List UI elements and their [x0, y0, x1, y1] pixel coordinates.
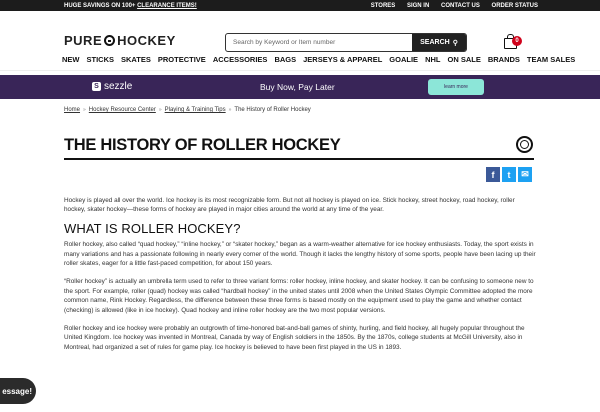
top-promo-bar — [0, 0, 600, 11]
utility-links — [361, 3, 538, 9]
learn-more-button[interactable]: learn more — [428, 79, 484, 95]
breadcrumb — [64, 107, 311, 113]
page-title: THE HISTORY OF ROLLER HOCKEY — [64, 136, 341, 154]
cart-count-badge: 0 — [512, 36, 522, 46]
nav-item-accessories[interactable]: ACCESSORIES — [212, 55, 268, 64]
article-body — [64, 196, 538, 361]
logo-word-hockey: HOCKEY — [117, 33, 176, 48]
breadcrumb-home[interactable]: Home — [64, 107, 81, 113]
article-paragraph: Roller hockey, also called “quad hockey,” “inline hockey,” or “skater hockey,” began as a warm-weather alternative for ice hockey enthusiasts. Today, the sport exists in many variations and has a passionate following in nearly every corner of the world. Though it lacks the lengthy history of some sports, people have been lacing up their roller skates, eager for a little fast-paced competition, for about 150 years. — [64, 241, 536, 268]
contact-us-link[interactable]: CONTACT US — [440, 2, 480, 9]
title-divider — [64, 158, 534, 160]
promo-text — [64, 3, 197, 9]
nav-item-nhl[interactable]: NHL — [425, 55, 441, 64]
search-input[interactable]: Search by Keyword or Item number — [233, 39, 336, 46]
nav-item-protective[interactable]: PROTECTIVE — [157, 55, 206, 64]
sezzle-slogan: Buy Now, Pay Later — [260, 82, 335, 92]
nav-item-jerseys-apparel[interactable]: JERSEYS & APPAREL — [303, 55, 383, 64]
article-paragraph: “Roller hockey” is actually an umbrella term used to refer to three variant forms: roller hockey, inline hockey, and skater hockey. It can be confusing to someone new to the sport. For example, roller (quad) hockey was called “hardball hockey” in the united states until 2008 when the United States Olympic Committee adopted the more common name, Rink Hockey. Regardless, the difference between these three forms is based mostly on the equipment used to play the game and whether contact (checking) is allowed (like in ice hockey). Quad hockey and inline roller hockey are the two most popular versions. — [64, 278, 534, 314]
site-header — [0, 11, 600, 49]
article-paragraph: Roller hockey and ice hockey were probably an outgrowth of time-honored bat-and-ball games of shinty, hurling, and field hockey, all hugely popular throughout the United Kingdom. Ice hockey was invented in Montreal, Canada by way of English soldiers in the 1850s. By the 1870s, college students at McGill University, also in Montreal, had organized a set of rules for game play. Ice hockey is believed to have been first played in the US in 1893. — [64, 325, 525, 351]
sezzle-banner[interactable] — [0, 75, 600, 99]
promo-prefix: HUGE SAVINGS ON 100+ — [64, 2, 136, 9]
nav-item-on-sale[interactable]: ON SALE — [447, 55, 481, 64]
nav-item-team-sales[interactable]: TEAM SALES — [526, 55, 576, 64]
cart-button[interactable] — [504, 33, 518, 49]
search-button-label: SEARCH — [420, 39, 450, 46]
breadcrumb-separator-icon: » — [228, 107, 232, 113]
facebook-share-icon[interactable]: f — [486, 167, 500, 182]
stores-link[interactable]: STORES — [370, 2, 396, 9]
main-nav — [0, 49, 600, 71]
search-icon: ⚲ — [452, 39, 458, 47]
breadcrumb-separator-icon: » — [83, 107, 86, 113]
sezzle-icon: S — [92, 82, 101, 91]
nav-item-skates[interactable]: SKATES — [121, 55, 151, 64]
pure-hockey-logo[interactable] — [64, 33, 176, 48]
nav-item-bags[interactable]: BAGS — [274, 55, 297, 64]
nav-item-goalie[interactable]: GOALIE — [389, 55, 419, 64]
puck-icon — [104, 35, 115, 46]
breadcrumb-training-tips[interactable]: Playing & Training Tips — [164, 107, 226, 113]
nav-item-new[interactable]: NEW — [62, 55, 80, 64]
section-heading: WHAT IS ROLLER HOCKEY? — [64, 220, 241, 236]
sign-in-link[interactable]: SIGN IN — [406, 2, 430, 9]
clearance-link[interactable]: CLEARANCE ITEMS! — [137, 2, 197, 9]
breadcrumb-separator-icon: » — [158, 107, 162, 113]
pure-hockey-badge-icon — [516, 136, 533, 153]
email-share-icon[interactable]: ✉ — [518, 167, 532, 182]
article-intro: Hockey is played all over the world. Ice hockey is its most recognizable form. But not all hockey is played on ice. Stick hockey, street hockey, road hockey, roller hockey, skater hockey—these forms of hockey are played in major cities around the world at any time of the year. — [64, 197, 515, 214]
search-button[interactable] — [412, 34, 466, 51]
order-status-link[interactable]: ORDER STATUS — [491, 2, 538, 9]
logo-word-pure: PURE — [64, 33, 103, 48]
breadcrumb-current: The History of Roller Hockey — [234, 107, 311, 113]
sezzle-logo — [92, 81, 132, 92]
search-bar — [225, 33, 467, 52]
twitter-share-icon[interactable]: t — [502, 167, 516, 182]
breadcrumb-resource-center[interactable]: Hockey Resource Center — [88, 107, 156, 113]
chat-message-button[interactable]: essage! — [0, 378, 36, 404]
nav-item-brands[interactable]: BRANDS — [487, 55, 520, 64]
sezzle-brand-text: sezzle — [104, 81, 133, 92]
nav-item-sticks[interactable]: STICKS — [86, 55, 115, 64]
